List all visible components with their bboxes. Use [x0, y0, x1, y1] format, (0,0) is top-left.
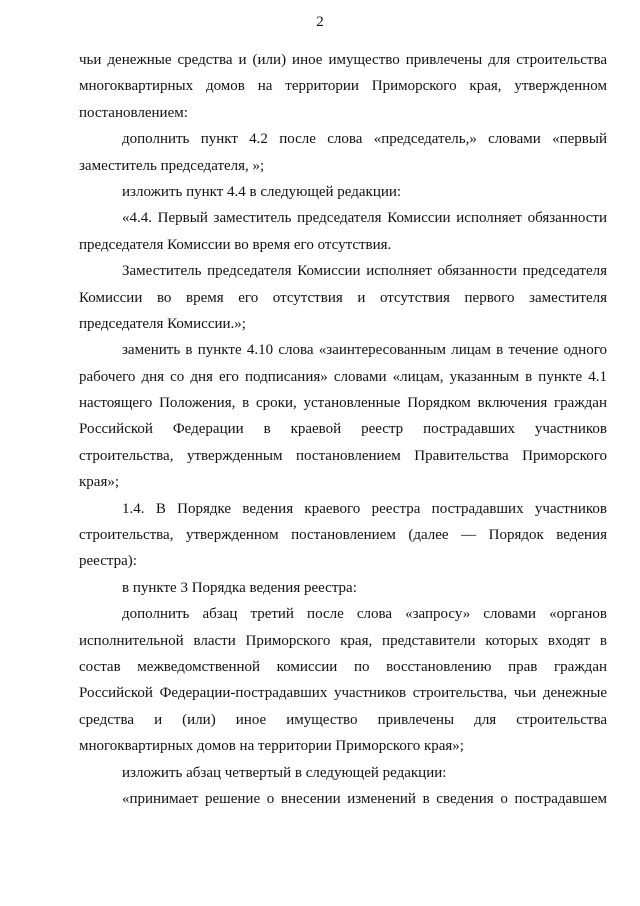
text-line: председателя Комиссии.»; — [79, 315, 246, 332]
paragraph-p7 — [79, 496, 607, 575]
text-line: многоквартирных домов на территории Приморского края, утвержденном — [79, 78, 607, 95]
text-line: «4.4. Первый заместитель председателя Комиссии исполняет обязанности — [122, 210, 607, 227]
text-line: реестра): — [79, 553, 137, 570]
page-number: 2 — [316, 14, 324, 30]
paragraph-p11 — [79, 786, 607, 812]
text-line: дополнить абзац третий после слова «запросу» словами «органов — [122, 606, 607, 623]
paragraph-p9 — [79, 601, 607, 759]
text-line: многоквартирных домов на территории Приморского края»; — [79, 738, 464, 755]
document-body — [79, 47, 607, 812]
text-line: изложить абзац четвертый в следующей редакции: — [122, 764, 447, 781]
text-line: рабочего дня со дня его подписания» словами «лицам, указанным в пункте 4.1 — [79, 368, 607, 385]
paragraph-p2 — [79, 126, 607, 179]
text-line: изложить пункт 4.4 в следующей редакции: — [122, 183, 402, 200]
paragraph-p3 — [79, 179, 607, 205]
text-line: Российской Федерации в краевой реестр пострадавших участников — [79, 421, 607, 438]
text-line: настоящего Положения, в сроки, установленные Порядком включения граждан — [79, 395, 607, 412]
text-line: чьи денежные средства и (или) иное имущество привлечены для строительства — [79, 52, 607, 68]
text-line: состав межведомственной комиссии по восстановлению прав граждан — [79, 658, 607, 675]
text-line: строительства, утвержденном постановлением (далее — Порядок ведения — [79, 527, 607, 544]
paragraph-p10 — [79, 760, 607, 786]
paragraph-p5 — [79, 258, 607, 337]
text-line: заменить в пункте 4.10 слова «заинтересованным лицам в течение одного — [122, 342, 607, 359]
text-line: средства и (или) иное имущество привлечены для строительства — [79, 711, 607, 728]
text-line: дополнить пункт 4.2 после слова «председатель,» словами «первый — [122, 131, 607, 148]
paragraph-p8 — [79, 575, 607, 601]
text-line: края»; — [79, 474, 120, 491]
text-line: исполнительной власти Приморского края, представители которых входят в — [79, 632, 607, 649]
text-line: в пункте 3 Порядка ведения реестра: — [122, 579, 357, 596]
text-line: Заместитель председателя Комиссии исполняет обязанности председателя — [122, 263, 607, 280]
text-line: 1.4. В Порядке ведения краевого реестра пострадавших участников — [122, 500, 607, 517]
text-line: Российской Федерации-пострадавших участников строительства, чьи денежные — [79, 685, 607, 702]
text-line: председателя Комиссии во время его отсутствия. — [79, 236, 392, 253]
paragraph-p4 — [79, 205, 607, 258]
text-line: постановлением: — [79, 104, 188, 121]
text-line: строительства, утвержденным постановлением Правительства Приморского — [79, 447, 607, 464]
paragraph-p1 — [79, 47, 607, 126]
text-line: заместитель председателя, »; — [79, 157, 265, 174]
paragraph-p6 — [79, 337, 607, 495]
text-line: «принимает решение о внесении изменений в сведения о пострадавшем — [122, 790, 607, 807]
text-line: Комиссии во время его отсутствия и отсутствия первого заместителя — [79, 289, 607, 306]
